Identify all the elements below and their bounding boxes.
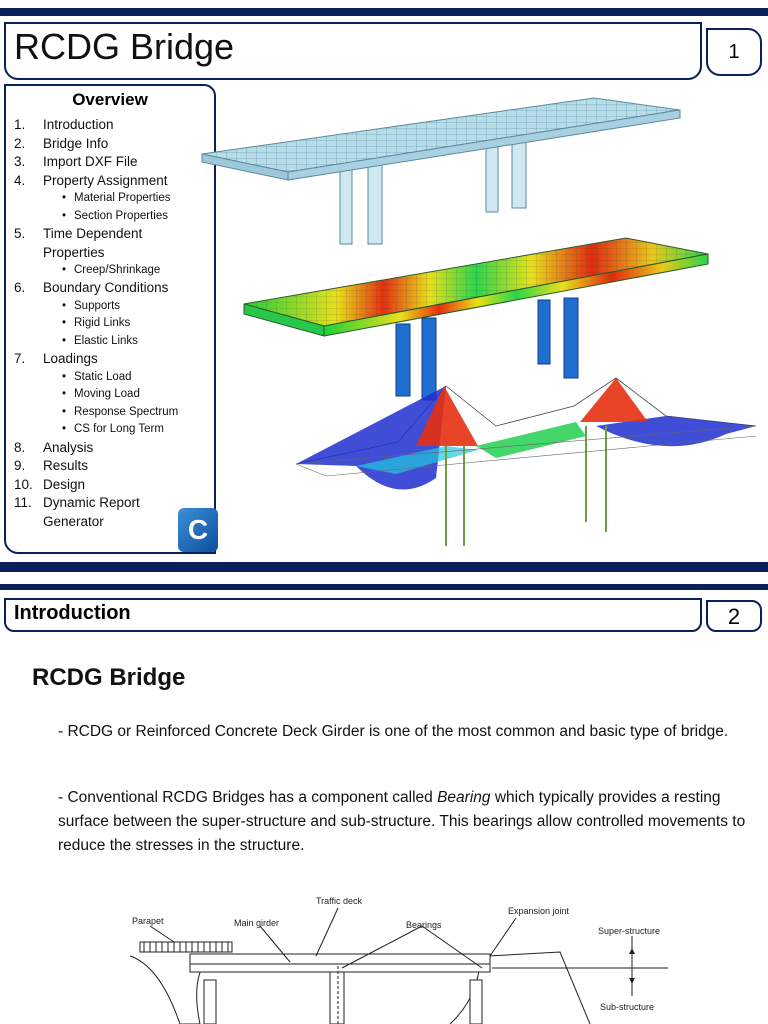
list-item[interactable]: 3. Import DXF File xyxy=(14,154,138,169)
list-subitem[interactable]: • Elastic Links xyxy=(14,333,178,351)
list-item[interactable]: 10. Design xyxy=(14,476,86,492)
label-super-structure: Super-structure xyxy=(598,926,661,936)
list-subitem[interactable]: • CS for Long Term xyxy=(14,421,178,439)
list-item[interactable]: 2. Bridge Info xyxy=(14,135,109,151)
list-item[interactable]: 5. Time Dependent xyxy=(14,226,143,241)
list-subitem[interactable]: • Material Properties xyxy=(14,190,178,208)
list-subitem[interactable]: • Section Properties xyxy=(14,208,178,226)
slide2-number: 2 xyxy=(706,600,762,632)
label-traffic-deck: Traffic deck xyxy=(316,896,363,906)
bridge-model-illustration xyxy=(196,86,764,556)
slide1-title: RCDG Bridge xyxy=(14,26,235,67)
paragraph-1: - RCDG or Reinforced Concrete Deck Girder is one of the most common and basic type of bridge. xyxy=(58,723,729,740)
overview-panel xyxy=(4,84,216,554)
deformed-mode-shape xyxy=(296,378,756,546)
list-subitem[interactable]: • Moving Load xyxy=(14,386,178,404)
list-item[interactable]: 1. Introduction xyxy=(14,117,114,132)
slide2-title: Introduction xyxy=(14,602,131,624)
label-bearings: Bearings xyxy=(406,920,442,930)
list-subitem[interactable]: • Supports xyxy=(14,298,178,316)
list-item[interactable]: 4. Property Assignment xyxy=(14,172,168,188)
overview-list xyxy=(14,116,178,531)
list-subitem[interactable]: • Rigid Links xyxy=(14,315,178,333)
top-bar xyxy=(0,8,768,16)
civil-logo-icon: C xyxy=(178,508,218,552)
paragraph-2: - Conventional RCDG Bridges has a component called Bearing which typically provides a resting surface between the super-structure and sub-structure. This bearings allow controlled movements to reduce the stresses in the structure. xyxy=(58,789,746,854)
label-main-girder: Main girder xyxy=(234,918,280,928)
list-item-continuation: Generator xyxy=(43,513,104,529)
label-sub-structure: Sub-structure xyxy=(600,1002,655,1012)
list-item[interactable]: 8. Analysis xyxy=(14,439,94,455)
deck-model-contour xyxy=(244,238,708,400)
slide1-number: 1 xyxy=(706,28,762,76)
list-subitem[interactable]: • Creep/Shrinkage xyxy=(14,262,178,280)
label-expansion-joint: Expansion joint xyxy=(508,906,570,916)
list-subitem[interactable]: • Response Spectrum xyxy=(14,404,178,422)
divider-bar-2 xyxy=(0,584,768,590)
list-item[interactable]: 9. Results xyxy=(14,458,89,473)
divider-bar xyxy=(0,562,768,572)
list-item[interactable]: 6. Boundary Conditions xyxy=(14,280,169,295)
list-item[interactable]: 7. Loadings xyxy=(14,351,98,366)
deck-model-plain xyxy=(202,98,680,244)
bridge-section-diagram xyxy=(120,896,680,1024)
list-subitem[interactable]: • Static Load xyxy=(14,369,178,387)
section-heading: RCDG Bridge xyxy=(32,664,186,691)
label-parapet: Parapet xyxy=(132,916,164,926)
list-item-continuation: Properties xyxy=(43,244,105,260)
overview-title: Overview xyxy=(72,90,148,109)
list-item[interactable]: 11. Dynamic Report xyxy=(14,495,140,510)
